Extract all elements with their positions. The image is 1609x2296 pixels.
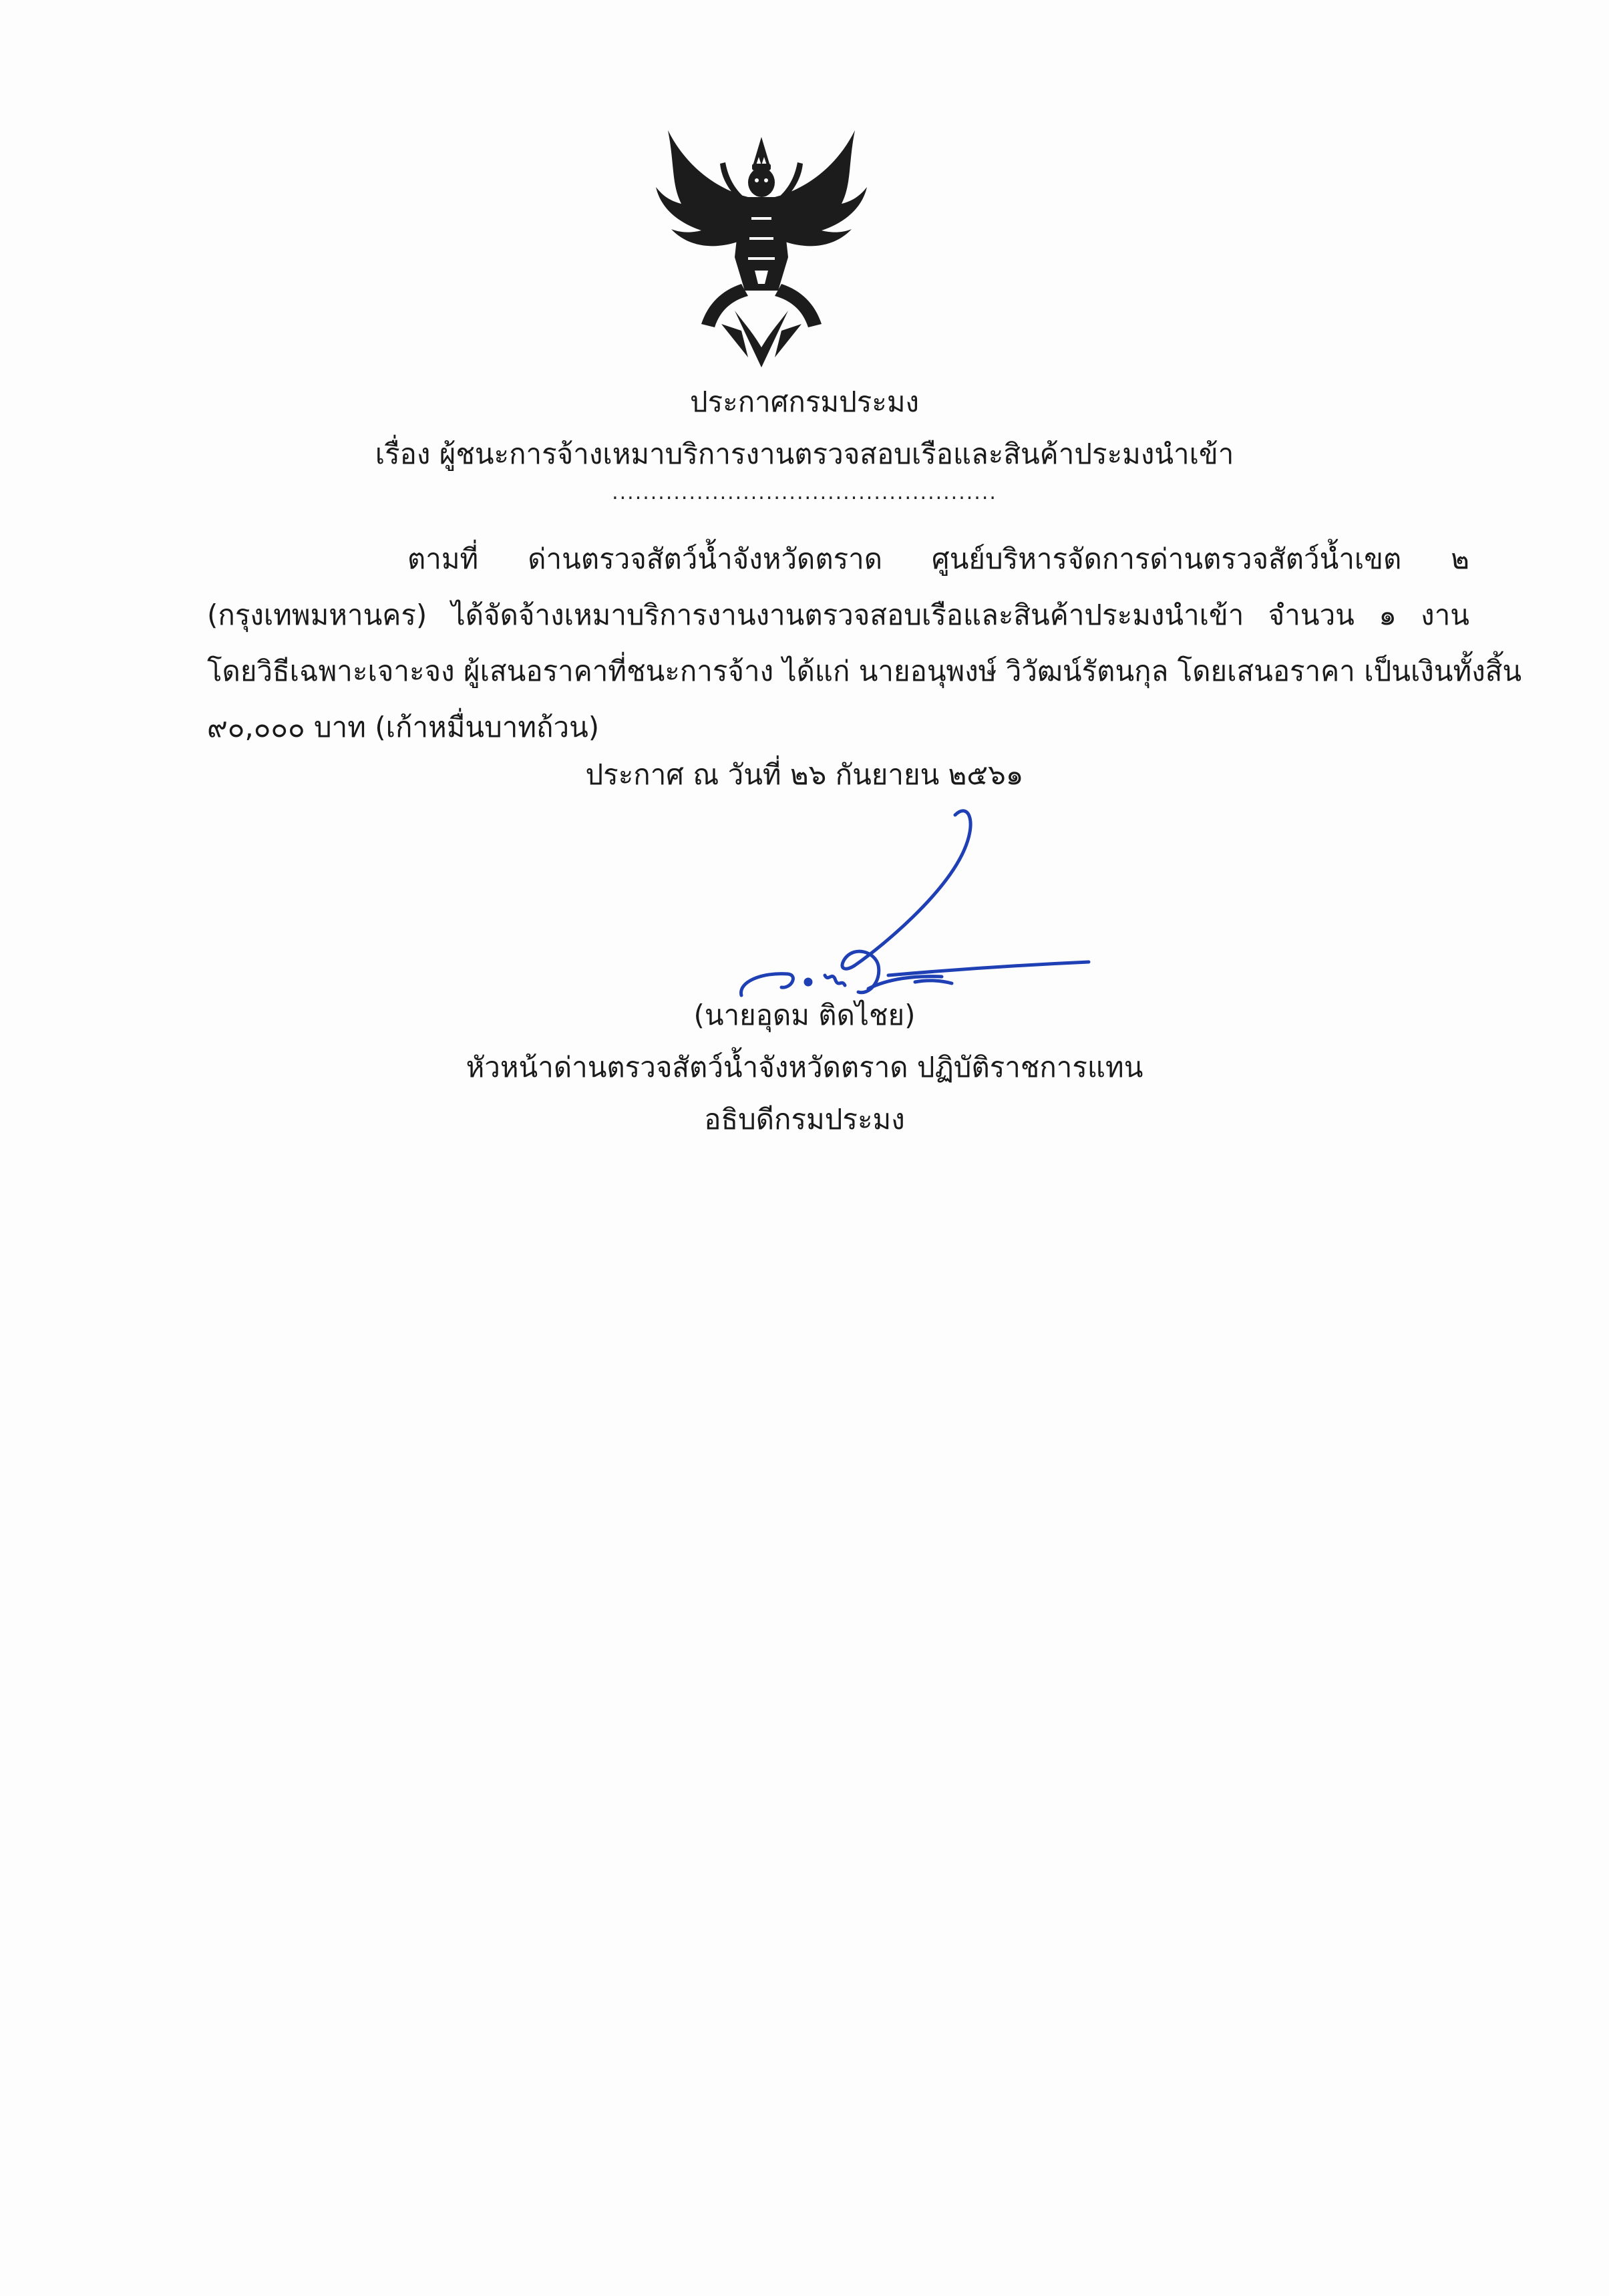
- body-line: ๙๐,๐๐๐ บาท (เก้าหมื่นบาทถ้วน): [207, 711, 600, 744]
- signer-position: หัวหน้าด่านตรวจสัตว์น้ำจังหวัดตราด ปฏิบัติราชการแทน: [466, 1051, 1143, 1084]
- announcement-subject: เรื่อง ผู้ชนะการจ้างเหมาบริการงานตรวจสอบเรือและสินค้าประมงนำเข้า: [375, 438, 1234, 470]
- garuda-emblem-icon: [641, 124, 882, 371]
- body-line: ตามที่ ด่านตรวจสัตว์น้ำจังหวัดตราด ศูนย์บริหารจัดการด่านตรวจสัตว์น้ำเขต ๒: [407, 542, 1469, 575]
- announcement-body: [207, 531, 1522, 756]
- body-line: (กรุงเทพมหานคร) ได้จัดจ้างเหมาบริการงานงานตรวจสอบเรือและสินค้าประมงนำเข้า จำนวน ๑ งาน: [207, 599, 1469, 631]
- separator-dots: ..................................................: [612, 481, 997, 504]
- handwritten-signature: [715, 795, 1102, 1015]
- announcement-date: ประกาศ ณ วันที่ ๒๖ กันยายน ๒๕๖๑: [585, 758, 1024, 791]
- body-line: โดยวิธีเฉพาะเจาะจง ผู้เสนอราคาที่ชนะการจ้าง ได้แก่ นายอนุพงษ์ วิวัฒน์รัตนกุล โดยเสนอราคา เป็นเงินทั้งสิ้น: [207, 655, 1522, 687]
- signer-name: (นายอุดม ติดไชย): [693, 999, 916, 1031]
- announcement-title: ประกาศกรมประมง: [689, 385, 920, 418]
- signer-organization: อธิบดีกรมประมง: [704, 1103, 905, 1136]
